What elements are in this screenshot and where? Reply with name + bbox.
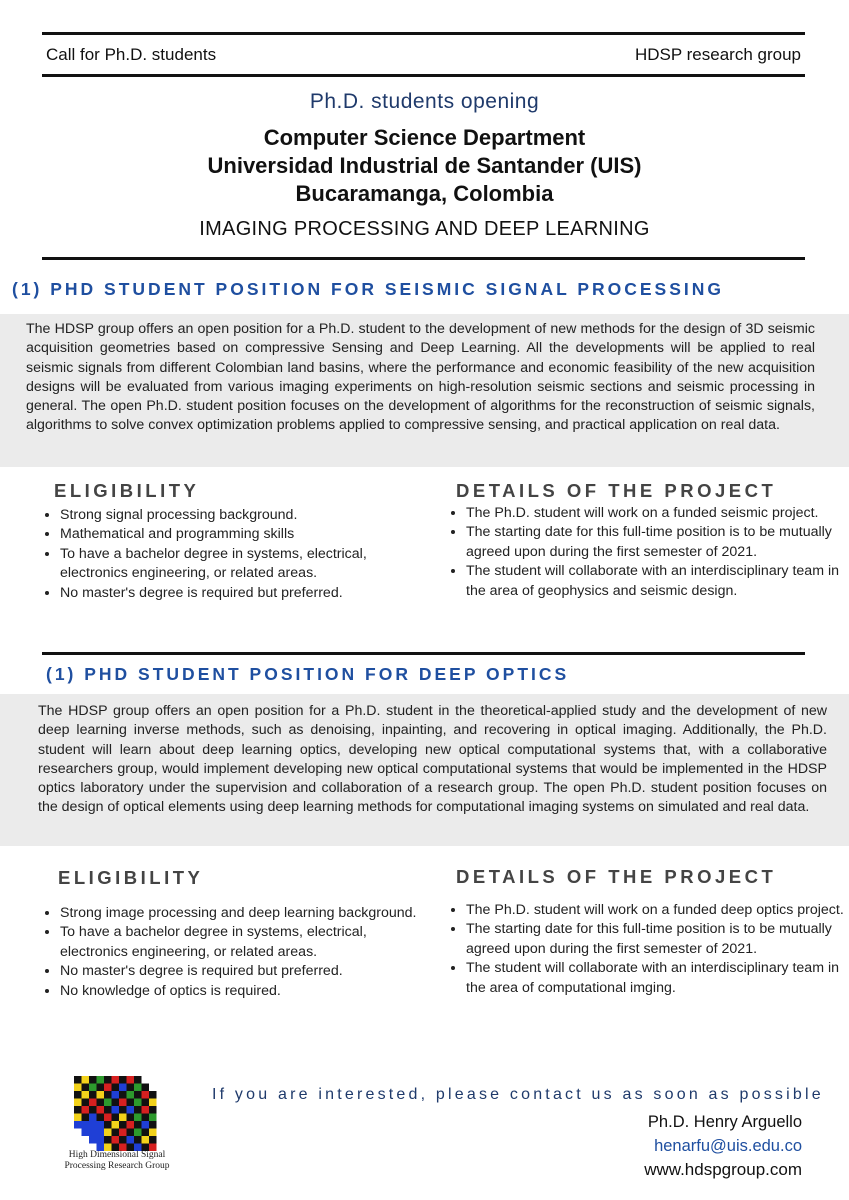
logo-pixel bbox=[97, 1121, 105, 1129]
logo-pixel bbox=[127, 1129, 135, 1137]
section1-eligibility-list bbox=[40, 506, 420, 603]
logo-pixel bbox=[127, 1106, 135, 1114]
logo-pixel bbox=[112, 1136, 120, 1144]
logo-pixel bbox=[82, 1106, 90, 1114]
list-item: • Strong image processing and deep learning background. bbox=[60, 904, 420, 923]
logo-pixel bbox=[82, 1099, 90, 1107]
logo-pixel bbox=[89, 1129, 97, 1137]
section2-eligibility-title: ELIGIBILITY bbox=[58, 867, 204, 888]
logo-pixel bbox=[119, 1106, 127, 1114]
logo-caption-line-1: High Dimensional Signal bbox=[68, 1150, 166, 1160]
contact-prompt: If you are interested, please contact us as soon as possible bbox=[212, 1086, 824, 1103]
logo-pixel bbox=[119, 1136, 127, 1144]
logo-pixel bbox=[97, 1114, 105, 1122]
logo-pixel bbox=[97, 1076, 105, 1084]
list-item: • To have a bachelor degree in systems, electrical, electronics engineering, or related areas. bbox=[60, 545, 420, 584]
logo-pixel bbox=[142, 1121, 150, 1129]
logo-pixel bbox=[82, 1114, 90, 1122]
logo-pixel bbox=[127, 1114, 135, 1122]
logo-pixel bbox=[82, 1091, 90, 1099]
logo-pixel bbox=[89, 1114, 97, 1122]
section1-details-title: DETAILS OF THE PROJECT bbox=[456, 480, 777, 501]
header-right-label: HDSP research group bbox=[635, 45, 801, 64]
logo-pixel bbox=[142, 1099, 150, 1107]
contact-name: Ph.D. Henry Arguello bbox=[647, 1113, 802, 1131]
section1-eligibility-title: ELIGIBILITY bbox=[54, 480, 200, 501]
logo-pixel bbox=[134, 1136, 142, 1144]
header-left-label: Call for Ph.D. students bbox=[46, 45, 217, 64]
logo-pixel bbox=[97, 1106, 105, 1114]
list-item: • The student will collaborate with an interdisciplinary team in the area of geophysics and seismic design. bbox=[466, 562, 849, 601]
logo-pixel bbox=[127, 1084, 135, 1092]
logo-pixel bbox=[104, 1099, 112, 1107]
list-item: • To have a bachelor degree in systems, electrical, electronics engineering, or related areas. bbox=[60, 923, 420, 962]
logo-pixel bbox=[142, 1091, 150, 1099]
logo-pixel bbox=[119, 1121, 127, 1129]
logo-pixel bbox=[127, 1076, 135, 1084]
logo-pixel bbox=[112, 1129, 120, 1137]
logo-pixel bbox=[89, 1076, 97, 1084]
logo-pixel bbox=[127, 1091, 135, 1099]
logo-pixel bbox=[149, 1136, 157, 1144]
logo-caption-line-2: Processing Research Group bbox=[64, 1161, 170, 1171]
section2-top-rule bbox=[42, 652, 805, 655]
logo-pixel bbox=[142, 1136, 150, 1144]
logo-pixel bbox=[74, 1099, 82, 1107]
logo-pixel bbox=[97, 1084, 105, 1092]
logo-pixel bbox=[127, 1099, 135, 1107]
logo-pixel bbox=[149, 1106, 157, 1114]
logo-pixel bbox=[89, 1099, 97, 1107]
logo-pixel bbox=[74, 1114, 82, 1122]
list-item: • Strong signal processing background. bbox=[60, 506, 420, 525]
logo-pixel bbox=[74, 1106, 82, 1114]
logo-pixel bbox=[119, 1129, 127, 1137]
logo-pixel bbox=[89, 1091, 97, 1099]
logo-pixel bbox=[82, 1129, 90, 1137]
section2-details-list bbox=[446, 901, 849, 998]
title-bottom-rule bbox=[42, 257, 805, 260]
logo-pixel bbox=[127, 1121, 135, 1129]
department-line-3: Bucaramanga, Colombia bbox=[295, 181, 554, 206]
logo-caption bbox=[56, 1150, 178, 1172]
logo-pixel bbox=[89, 1106, 97, 1114]
logo-pixel bbox=[134, 1129, 142, 1137]
logo-pixel bbox=[74, 1121, 82, 1129]
logo-pixel bbox=[89, 1084, 97, 1092]
logo-pixel bbox=[104, 1084, 112, 1092]
list-item: • Mathematical and programming skills bbox=[60, 525, 420, 544]
logo-pixel bbox=[149, 1129, 157, 1137]
logo-pixel bbox=[97, 1136, 105, 1144]
logo-pixel bbox=[142, 1114, 150, 1122]
section1-title: (1) PHD STUDENT POSITION FOR SEISMIC SIGNAL PROCESSING bbox=[12, 279, 725, 299]
logo-pixel bbox=[104, 1121, 112, 1129]
logo-pixel bbox=[82, 1076, 90, 1084]
list-item: • No master's degree is required but preferred. bbox=[60, 584, 420, 603]
section1-details-list bbox=[446, 504, 849, 601]
section1-description: The HDSP group offers an open position for a Ph.D. student to the development of new methods for the design of 3D seismic acquisition geometries based on compressive Sensing and Deep Learning. All the developments will be applied to real seismic signals from different Colombian land basins, where the performance and economic feasibility of the new acquisition designs will be evaluated from various imaging experiments on high-resolution seismic sections and seismic processing in general. The open Ph.D. student position focuses on the development of algorithms for the reconstruction of seismic signals, algorithms to solve convex optimization problems applied to compressive sensing, and practical application on real data. bbox=[26, 321, 815, 434]
logo-pixel bbox=[134, 1091, 142, 1099]
logo-pixel bbox=[97, 1091, 105, 1099]
logo-pixel bbox=[149, 1099, 157, 1107]
department-line-1: Computer Science Department bbox=[263, 125, 586, 150]
logo-pixel bbox=[104, 1106, 112, 1114]
department-line-2: Universidad Industrial de Santander (UIS) bbox=[207, 153, 642, 178]
logo-pixel bbox=[134, 1084, 142, 1092]
logo-pixel bbox=[134, 1114, 142, 1122]
hdsp-logo bbox=[74, 1072, 164, 1156]
section2-title: (1) PHD STUDENT POSITION FOR DEEP OPTICS bbox=[46, 664, 570, 684]
logo-pixel bbox=[104, 1136, 112, 1144]
research-topic: IMAGING PROCESSING AND DEEP LEARNING bbox=[199, 218, 650, 240]
logo-pixel bbox=[74, 1076, 82, 1084]
logo-pixel bbox=[134, 1106, 142, 1114]
logo-pixel bbox=[82, 1084, 90, 1092]
logo-pixel bbox=[112, 1076, 120, 1084]
list-item: • The Ph.D. student will work on a funded seismic project. bbox=[466, 504, 849, 523]
list-item: • The starting date for this full-time position is to be mutually agreed upon during the first semester of 2021. bbox=[466, 920, 849, 959]
logo-pixel bbox=[104, 1114, 112, 1122]
section2-details-title: DETAILS OF THE PROJECT bbox=[456, 866, 777, 887]
logo-pixel bbox=[104, 1091, 112, 1099]
logo-pixel bbox=[149, 1114, 157, 1122]
logo-pixel bbox=[142, 1129, 150, 1137]
logo-pixel bbox=[82, 1121, 90, 1129]
list-item: • No master's degree is required but preferred. bbox=[60, 962, 420, 981]
logo-pixel bbox=[119, 1114, 127, 1122]
section2-eligibility-list bbox=[40, 904, 420, 1001]
logo-pixel bbox=[97, 1129, 105, 1137]
contact-email-link[interactable]: henarfu@uis.edu.co bbox=[654, 1137, 802, 1155]
list-item: • The student will collaborate with an interdisciplinary team in the area of computational imging. bbox=[466, 959, 849, 998]
logo-pixel bbox=[104, 1076, 112, 1084]
contact-website-link[interactable]: www.hdspgroup.com bbox=[644, 1160, 802, 1179]
logo-pixel bbox=[112, 1121, 120, 1129]
logo-pixel bbox=[142, 1084, 150, 1092]
logo-pixel bbox=[119, 1091, 127, 1099]
logo-pixel bbox=[127, 1136, 135, 1144]
logo-pixel bbox=[74, 1091, 82, 1099]
logo-pixel bbox=[112, 1114, 120, 1122]
logo-pixel bbox=[112, 1099, 120, 1107]
list-item: • The starting date for this full-time position is to be mutually agreed upon during the first semester of 2021. bbox=[466, 523, 849, 562]
header-bottom-rule bbox=[42, 74, 805, 77]
logo-pixel bbox=[97, 1099, 105, 1107]
logo-pixel bbox=[134, 1121, 142, 1129]
logo-pixel bbox=[134, 1099, 142, 1107]
logo-pixel bbox=[112, 1091, 120, 1099]
logo-pixel bbox=[89, 1136, 97, 1144]
logo-pixel bbox=[119, 1099, 127, 1107]
logo-pixel bbox=[112, 1084, 120, 1092]
logo-pixel bbox=[119, 1076, 127, 1084]
logo-pixel bbox=[119, 1084, 127, 1092]
logo-pixel bbox=[149, 1091, 157, 1099]
logo-pixel bbox=[112, 1106, 120, 1114]
logo-pixel bbox=[142, 1106, 150, 1114]
logo-pixel bbox=[149, 1121, 157, 1129]
openings-heading: Ph.D. students opening bbox=[309, 90, 540, 113]
logo-pixel bbox=[74, 1084, 82, 1092]
logo-pixel bbox=[104, 1129, 112, 1137]
section2-description: The HDSP group offers an open position for a Ph.D. student in the theoretical-applied study and the development of new deep learning inverse methods, such as denoising, inpainting, and recovering in optical imaging. Additionally, the Ph.D. student will learn about deep learning optics, developing new optical computational systems that, with a collaborative researchers group, would implement developing new optical computational systems that would be implemented in the HDSP optics laboratory under the supervision and collaboration of a research group. The open Ph.D. student position focuses on the design of optical elements using deep learning methods for computational imaging systems on simulated and real data. bbox=[38, 703, 827, 816]
header-top-rule bbox=[42, 32, 805, 35]
logo-pixel bbox=[134, 1076, 142, 1084]
logo-pixel bbox=[89, 1121, 97, 1129]
list-item: • No knowledge of optics is required. bbox=[60, 982, 420, 1001]
list-item: • The Ph.D. student will work on a funded deep optics project. bbox=[466, 901, 849, 920]
